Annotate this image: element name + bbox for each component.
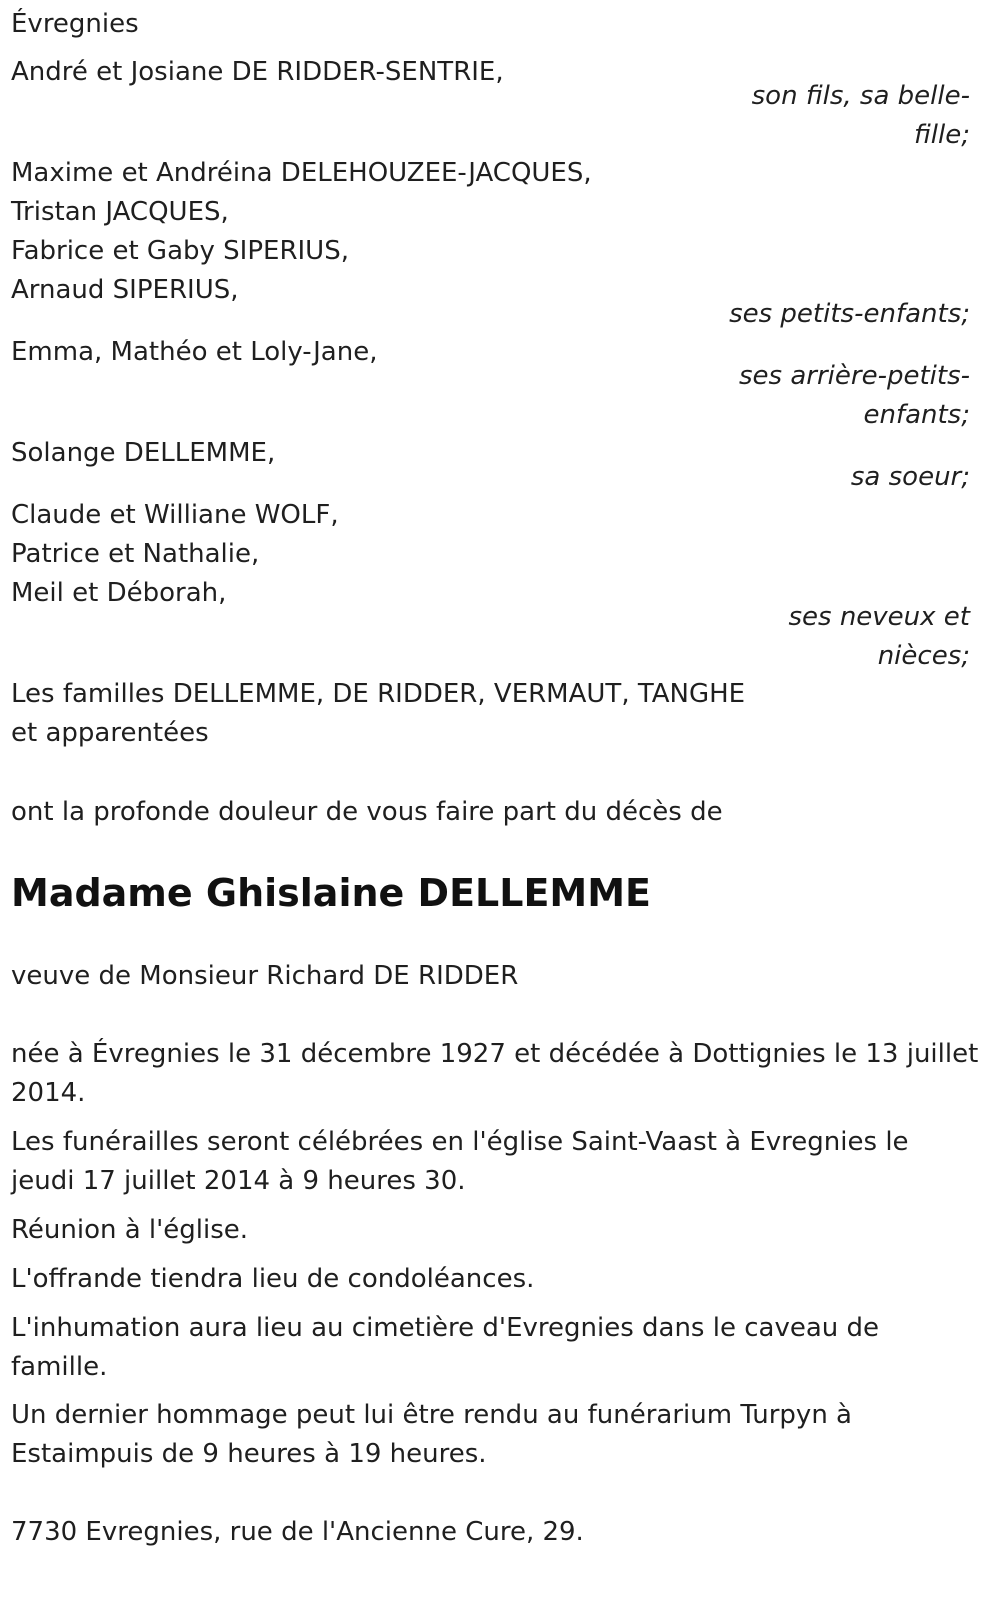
widow-of-text: veuve de Monsieur Richard DE RIDDER <box>11 961 519 991</box>
detail-line: L'inhumation aura lieu au cimetière d'Evregnies dans le caveau de <box>11 1313 880 1343</box>
great-grandchildren-role-line-2: enfants; <box>863 400 970 430</box>
families-line-1: Les familles DELLEMME, DE RIDDER, VERMAUT, TANGHE <box>11 679 746 709</box>
sister-name: Solange DELLEMME, <box>11 438 276 468</box>
grandchildren-name: Arnaud SIPERIUS, <box>11 275 239 305</box>
announcement-text: ont la profonde douleur de vous faire part du décès de <box>11 797 723 827</box>
deceased-name: Madame Ghislaine DELLEMME <box>11 871 652 915</box>
place-heading: Évregnies <box>11 9 139 39</box>
nephews-name: Claude et Williane WOLF, <box>11 500 339 530</box>
detail-line: 2014. <box>11 1078 86 1108</box>
sister-role: sa soeur; <box>850 462 970 492</box>
nephews-role-line-2: nièces; <box>877 641 970 671</box>
son-role-line-1: son fils, sa belle- <box>751 81 970 111</box>
nephews-name: Meil et Déborah, <box>11 578 227 608</box>
great-grandchildren-role-line-1: ses arrière-petits- <box>739 361 970 391</box>
detail-line: jeudi 17 juillet 2014 à 9 heures 30. <box>11 1166 466 1196</box>
son-names: André et Josiane DE RIDDER-SENTRIE, <box>11 57 504 87</box>
great-grandchildren-names: Emma, Mathéo et Loly-Jane, <box>11 337 378 367</box>
detail-line: Estaimpuis de 9 heures à 19 heures. <box>11 1439 487 1469</box>
detail-line: L'offrande tiendra lieu de condoléances. <box>11 1264 535 1294</box>
families-line-2: et apparentées <box>11 718 209 748</box>
grandchildren-role: ses petits-enfants; <box>729 299 970 329</box>
son-role-line-2: fille; <box>914 120 970 150</box>
detail-line: Réunion à l'église. <box>11 1215 249 1245</box>
grandchildren-name: Fabrice et Gaby SIPERIUS, <box>11 236 349 266</box>
address-text: 7730 Evregnies, rue de l'Ancienne Cure, 29. <box>11 1517 584 1547</box>
detail-line: famille. <box>11 1352 108 1382</box>
nephews-name: Patrice et Nathalie, <box>11 539 260 569</box>
detail-line: née à Évregnies le 31 décembre 1927 et décédée à Dottignies le 13 juillet <box>11 1039 979 1069</box>
grandchildren-name: Maxime et Andréina DELEHOUZEE-JACQUES, <box>11 158 592 188</box>
detail-line: Les funérailles seront célébrées en l'église Saint-Vaast à Evregnies le <box>11 1127 909 1157</box>
grandchildren-name: Tristan JACQUES, <box>11 197 229 227</box>
nephews-role-line-1: ses neveux et <box>788 602 970 632</box>
detail-line: Un dernier hommage peut lui être rendu au funérarium Turpyn à <box>11 1400 852 1430</box>
